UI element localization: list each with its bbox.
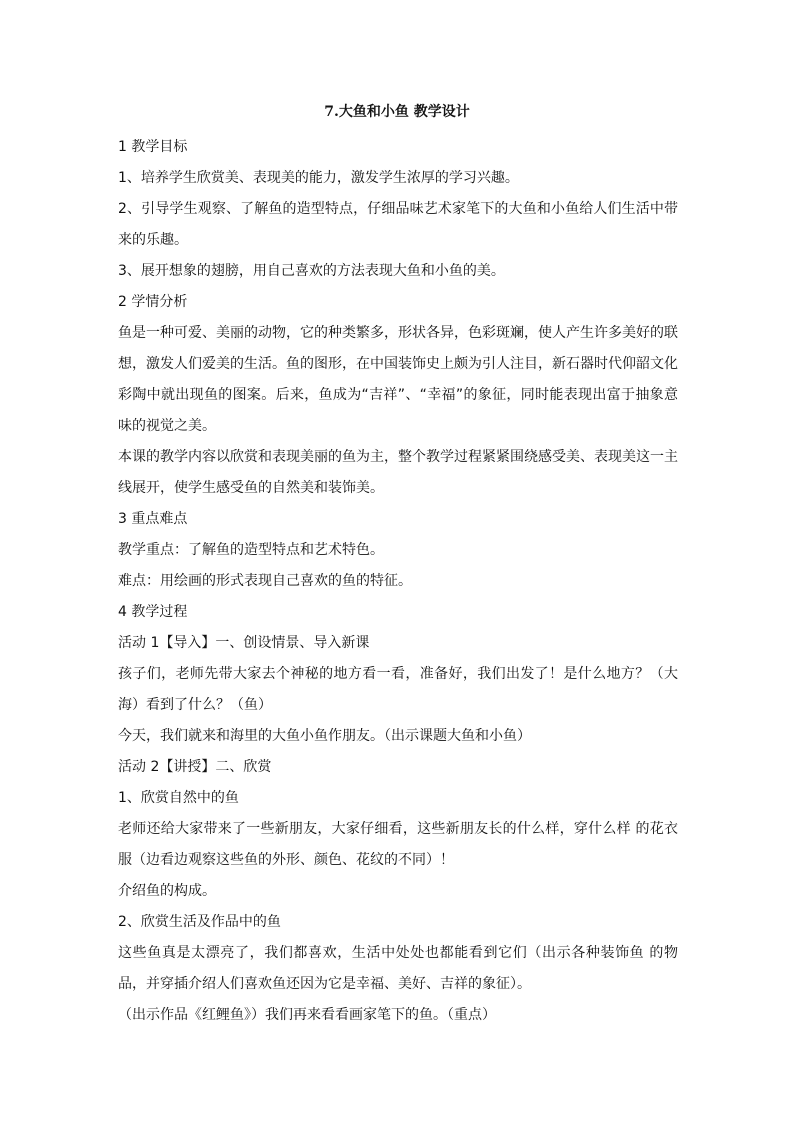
key-point: 教学重点：了解鱼的造型特点和艺术特色。 — [118, 542, 384, 558]
student-analysis-paragraph-2: 本课的教学内容以欣赏和表现美丽的鱼为主，整个教学过程紧紧围绕感受美、表现美这一主线展开，使学生感受鱼的自然美和装饰美。 — [118, 449, 678, 496]
activity-1-heading: 活动 1【导入】一、创设情景、导入新课 — [118, 635, 370, 651]
activity-1-paragraph-2: 今天，我们就来和海里的大鱼小鱼作朋友。（出示课题大鱼和小鱼） — [118, 728, 531, 744]
activity-2-paragraph-4: （出示作品《红鲤鱼》）我们再来看看画家笔下的鱼。（重点） — [118, 1007, 496, 1023]
heading-teaching-objectives: 1 教学目标 — [118, 139, 188, 155]
heading-teaching-process: 4 教学过程 — [118, 604, 188, 620]
document-title: 7.大鱼和小鱼 教学设计 — [324, 104, 470, 120]
difficulty-point: 难点：用绘画的形式表现自己喜欢的鱼的特征。 — [118, 573, 412, 589]
student-analysis-paragraph-1: 鱼是一种可爱、美丽的动物，它的种类繁多，形状各异，色彩斑斓，使人产生许多美好的联想，激发人们爱美的生活。鱼的图形，在中国装饰史上颇为引人注目，新石器时代仰韶文化彩陶中就出现鱼的图案。后来，鱼成为“吉祥”、“幸福”的象征，同时能表现出富于抽象意味的视觉之美。 — [118, 325, 678, 434]
heading-key-difficulties: 3 重点难点 — [118, 511, 188, 527]
activity-2-paragraph-1: 老师还给大家带来了一些新朋友，大家仔细看，这些新朋友长的什么样，穿什么样 的花衣服（边看边观察这些鱼的外形、颜色、花纹的不同）！ — [118, 821, 678, 868]
activity-2-heading: 活动 2【讲授】二、欣赏 — [118, 759, 272, 775]
objective-2: 2、引导学生观察、了解鱼的造型特点，仔细品味艺术家笔下的大鱼和小鱼给人们生活中带来的乐趣。 — [118, 201, 678, 248]
activity-2-sub-1: 1、欣赏自然中的鱼 — [118, 790, 239, 806]
document-body — [118, 132, 678, 1031]
activity-2-sub-2: 2、欣赏生活及作品中的鱼 — [118, 914, 281, 930]
objective-1: 1、培养学生欣赏美、表现美的能力，激发学生浓厚的学习兴趣。 — [118, 170, 519, 186]
activity-2-paragraph-3: 这些鱼真是太漂亮了，我们都喜欢，生活中处处也都能看到它们（出示各种装饰鱼 的物品，并穿插介绍人们喜欢鱼还因为它是幸福、美好、吉祥的象征）。 — [118, 945, 678, 992]
heading-student-analysis: 2 学情分析 — [118, 294, 188, 310]
objective-3: 3、展开想象的翅膀，用自己喜欢的方法表现大鱼和小鱼的美。 — [118, 263, 505, 279]
activity-1-paragraph-1: 孩子们，老师先带大家去个神秘的地方看一看，准备好，我们出发了！是什么地方？（大海）看到了什么？（鱼） — [118, 666, 678, 713]
activity-2-paragraph-2: 介绍鱼的构成。 — [118, 883, 216, 899]
